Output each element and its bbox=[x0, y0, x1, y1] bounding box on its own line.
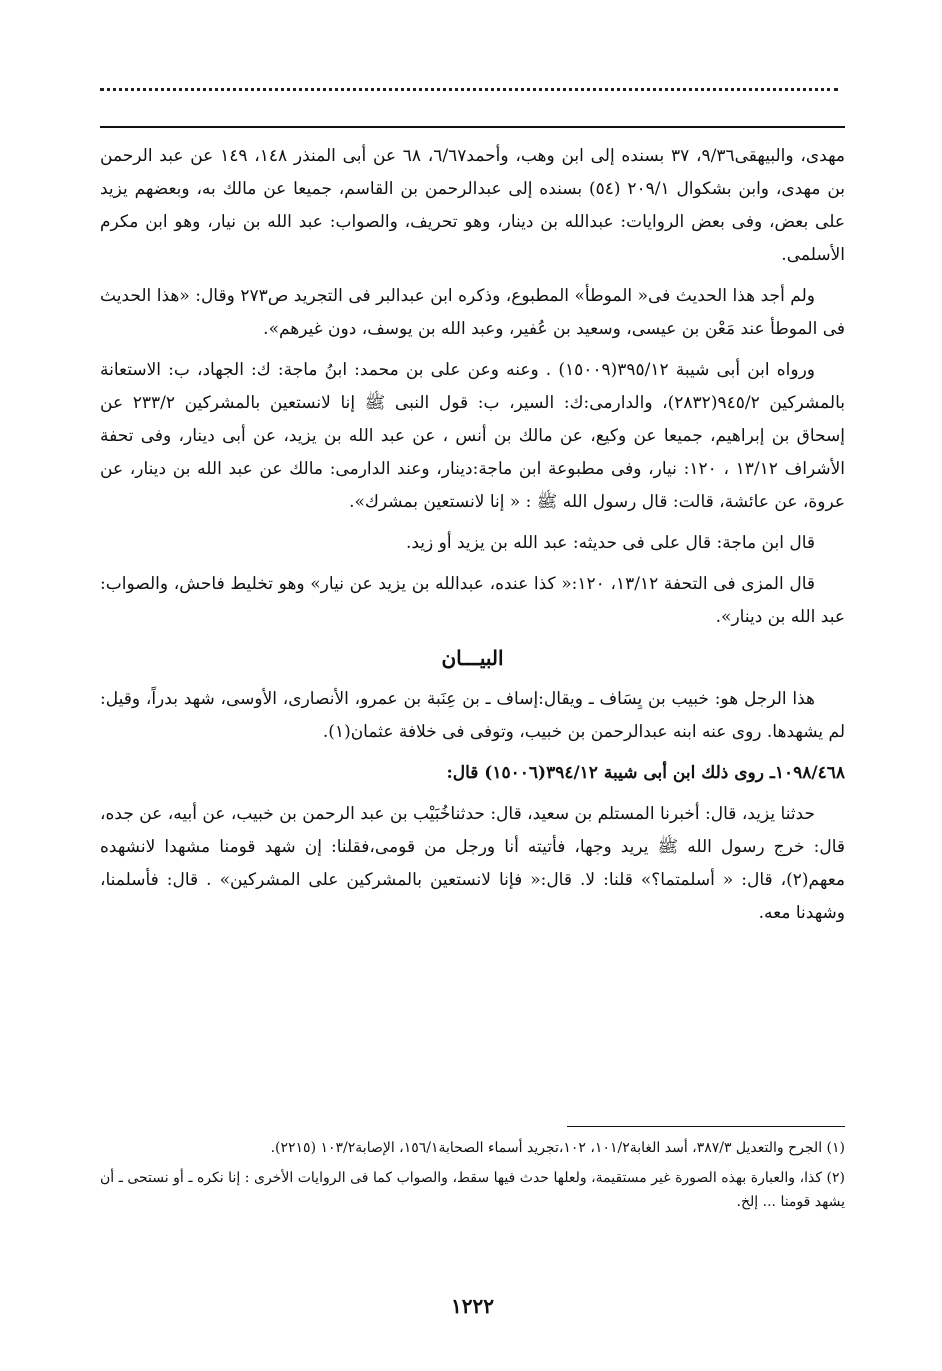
paragraph-sources: مهدى، والبيهقى٩/٣٦، ٣٧ بسنده إلى ابن وهب، وأحمد٦/٦٧، ٦٨ عن أبى المنذر ١٤٨، ١٤٩ عن عبد الرحمن بن مهدى، وابن بشكوال ٢٠٩/١ (٥٤) بسنده إلى عبدالرحمن بن القاسم، جميعا عن مالك به، وبعضهم يزيد على بعض، وفى بعض الروايات: عبدالله بن دينار، وهو تحريف، والصواب: عبد الله بن نيار، وهو ابن مكرم الأسلمى. bbox=[100, 146, 846, 265]
footnote-1: (١) الجرح والتعديل ٣٨٧/٣، أسد الغابة١٠١/٢، ١٠٢،تجريد أسماء الصحابة١٥٦/١، الإصابة١٠٣/٢ (٢٢١٥). bbox=[270, 1140, 845, 1156]
top-rule bbox=[100, 126, 845, 128]
paragraph-hadith-number: ١٠٩٨/٤٦٨ـ روى ذلك ابن أبى شيبة ٣٩٤/١٢(١٥٠٠٦) قال: bbox=[446, 763, 845, 783]
page-number: ١٢٢٢ bbox=[451, 1294, 494, 1318]
paragraph-identification: هذا الرجل هو: خبيب بن يِسَاف ـ ويقال:إساف ـ بن عِنَبة بن عمرو، الأنصارى، الأوسى، شهد بدراً، وقيل: لم يشهدها. روى عنه ابنه عبدالرحمن بن خبيب، وتوفى فى خلافة عثمان(١). bbox=[100, 689, 845, 742]
footnote-rule bbox=[567, 1126, 845, 1127]
footnotes bbox=[100, 1136, 845, 1220]
section-heading: البيـــان bbox=[441, 646, 504, 670]
paragraph-hadith-text: حدثنا يزيد، قال: أخبرنا المستلم بن سعيد، قال: حدثناخُبَيْب بن عبد الرحمن بن خبيب، عن أبيه، عن جده، قال: خرج رسول الله ﷺ يريد وجها، فأتيته أنا ورجل من قومى،فقلنا: إن شهد قومنا مشهدا لانشهده معهم(٢)، قال: « أسلمتما؟» قلنا: لا. قال:« فإنا لانستعين بالمشركين على المشركين» . قال: فأسلمنا، وشهدنا معه. bbox=[100, 804, 845, 923]
main-text bbox=[100, 140, 845, 938]
paragraph-ibn-abi-shaybah: ورواه ابن أبى شيبة ٣٩٥/١٢(١٥٠٠٩) . وعنه وعن على بن محمد: ابنُ ماجة: ك: الجهاد، ب: الاستعانة بالمشركين ٩٤٥/٢(٢٨٣٢)، والدارمى:ك: السير، ب: قول النبى ﷺ إنا لانستعين بالمشركين ٢٣٣/٢ عن إسحاق بن إبراهيم، جميعا عن وكيع، عن مالك بن أنس ، عن عبد الله بن يزيد، عن أبى دينار، وفى تحفة الأشراف ١٣/١٢ ، ١٢٠: نيار، وفى مطبوعة ابن ماجة:دينار، وعند الدارمى: مالك عن عبد الله بن دينار، عن عروة، عن عائشة، قالت: قال رسول الله ﷺ : « إنا لانستعين بمشرك». bbox=[100, 360, 846, 512]
paragraph-ibn-majah-note: قال ابن ماجة: قال على فى حديثه: عبد الله بن يزيد أو زيد. bbox=[405, 533, 815, 553]
paragraph-mizzi-note: قال المزى فى التحفة ١٣/١٢، ١٢٠:« كذا عنده، عبدالله بن يزيد عن نيار» وهو تخليط فاحش، والصواب: عبد الله بن دينار». bbox=[100, 574, 845, 627]
document-page bbox=[100, 0, 845, 1371]
footnote-2: (٢) كذا، والعبارة بهذه الصورة غير مستقيمة، ولعلها حدث فيها سقط، والصواب كما فى الروايات الأخرى : إنا نكره ـ أو نستحى ـ أن يشهد قومنا ... إلخ. bbox=[100, 1170, 845, 1210]
top-dotted-line bbox=[100, 88, 838, 91]
paragraph-muwatta-note: ولم أجد هذا الحديث فى« الموطأ» المطبوع، وذكره ابن عبدالبر فى التجريد ص٢٧٣ وقال: «هذا الحديث فى الموطأ عند مَعْن بن عيسى، وسعيد بن عُفير، وعبد الله بن يوسف، دون غيرهم». bbox=[100, 286, 845, 339]
